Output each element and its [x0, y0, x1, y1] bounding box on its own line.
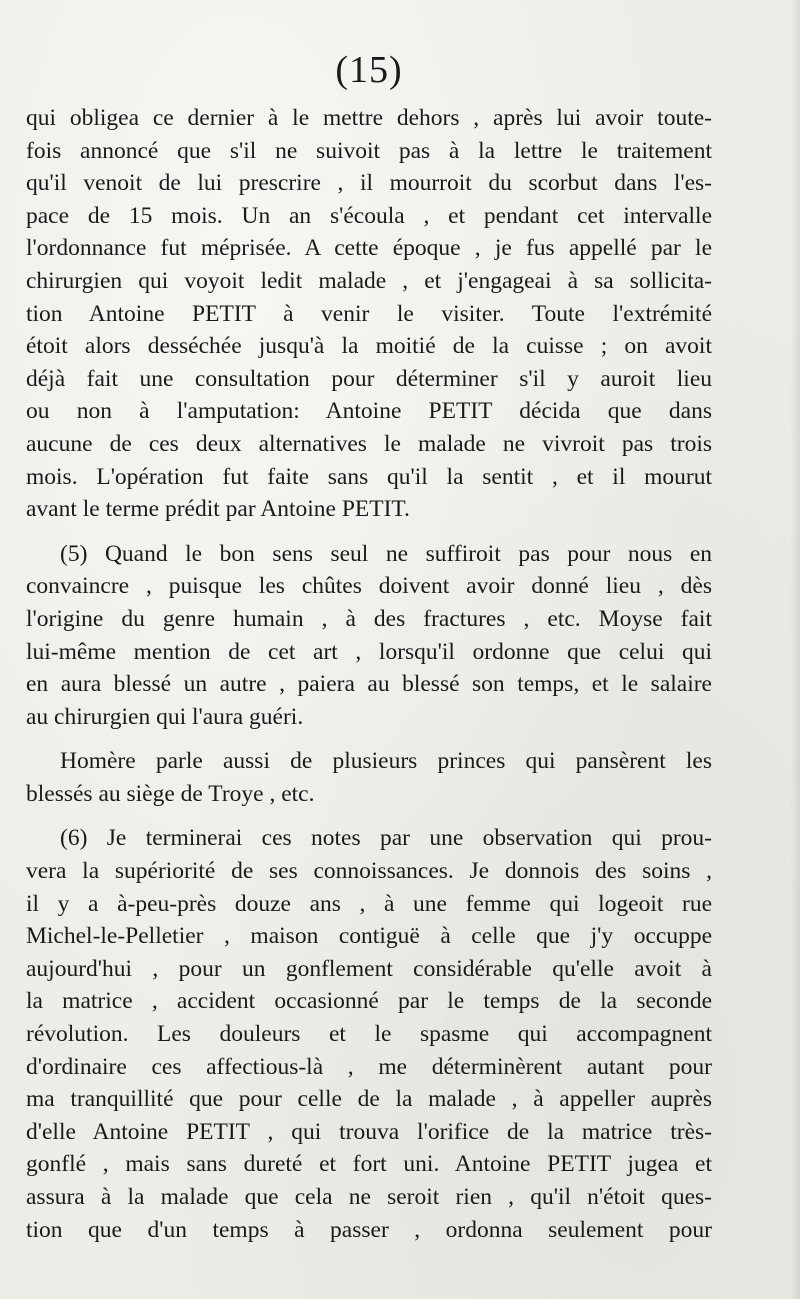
text-line: d'ordinaire ces affectious-là , me déterminèrent autant pour	[26, 1053, 712, 1080]
text-line: lui-même mention de cet art , lorsqu'il ordonne que celui qui	[26, 638, 712, 665]
text-line: aujourd'hui , pour un gonflement considérable qu'elle avoit à	[26, 955, 712, 982]
text-line: il y a à-peu-près douze ans , à une femme qui logeoit rue	[26, 890, 712, 917]
text-line: déjà fait une consultation pour déterminer s'il y auroit lieu	[26, 365, 712, 392]
paragraph-2	[26, 538, 712, 734]
paragraph-4	[26, 822, 712, 1246]
text-line: chirurgien qui voyoit ledit malade , et j'engageai à sa sollicita-	[26, 267, 712, 294]
text-line: Michel-le-Pelletier , maison contiguë à celle que j'y occuppe	[26, 923, 712, 950]
text-block	[26, 102, 712, 1246]
paragraph-1	[26, 102, 712, 526]
text-line: d'elle Antoine PETIT , qui trouva l'orifice de la matrice très-	[26, 1118, 712, 1145]
text-line: assura à la malade que cela ne seroit rien , qu'il n'étoit ques-	[26, 1184, 712, 1210]
text-line: qu'il venoit de lui prescrire , il mourroit du scorbut dans l'es-	[26, 170, 712, 197]
text-line: étoit alors desséchée jusqu'à la moitié de la cuisse ; on avoit	[26, 333, 712, 360]
text-line: en aura blessé un autre , paiera au blessé son temps, et le salaire	[26, 671, 712, 698]
text-line: ou non à l'amputation: Antoine PETIT décida que dans	[26, 398, 712, 425]
text-line: aucune de ces deux alternatives le malade ne vivroit pas trois	[26, 430, 712, 457]
text-line: avant le terme prédit par Antoine PETIT.	[26, 496, 410, 523]
paragraph-3	[26, 745, 712, 810]
text-line: ma tranquillité que pour celle de la malade , à appeller auprès	[26, 1086, 712, 1113]
text-line: tion que d'un temps à passer , ordonna seulement pour	[26, 1216, 712, 1243]
text-line: convaincre , puisque les chûtes doivent avoir donné lieu , dès	[26, 573, 712, 600]
text-line: (6) Je terminerai ces notes par une observation qui prou-	[60, 825, 712, 852]
text-line: fois annoncé que s'il ne suivoit pas à la lettre le traitement	[26, 137, 712, 164]
text-line: qui obligea ce dernier à le mettre dehors , après lui avoir toute-	[26, 105, 712, 131]
text-line: au chirurgien qui l'aura guéri.	[26, 703, 304, 730]
text-line: gonflé , mais sans dureté et fort uni. Antoine PETIT jugea et	[26, 1151, 712, 1178]
text-line: révolution. Les douleurs et le spasme qui accompagnent	[26, 1021, 712, 1048]
text-line: tion Antoine PETIT à venir le visiter. Toute l'extrémité	[26, 300, 712, 327]
page-number: (15)	[335, 49, 403, 91]
text-line: (5) Quand le bon sens seul ne suffiroit pas pour nous en	[60, 540, 712, 567]
text-line: Homère parle aussi de plusieurs princes qui pansèrent les	[60, 748, 712, 775]
text-line: pace de 15 mois. Un an s'écoula , et pendant cet intervalle	[26, 202, 712, 229]
text-line: vera la supériorité de ses connoissances. Je donnois des soins ,	[26, 858, 712, 885]
text-line: mois. L'opération fut faite sans qu'il la sentit , et il mourut	[26, 463, 712, 490]
text-line: l'origine du genre humain , à des fractures , etc. Moyse fait	[26, 605, 712, 632]
text-line: blessés au siège de Troye , etc.	[26, 780, 315, 807]
page-edge-shadow	[790, 0, 800, 1299]
text-line: la matrice , accident occasionné par le temps de la seconde	[26, 988, 712, 1015]
text-line: l'ordonnance fut méprisée. A cette époque , je fus appellé par le	[26, 235, 712, 262]
